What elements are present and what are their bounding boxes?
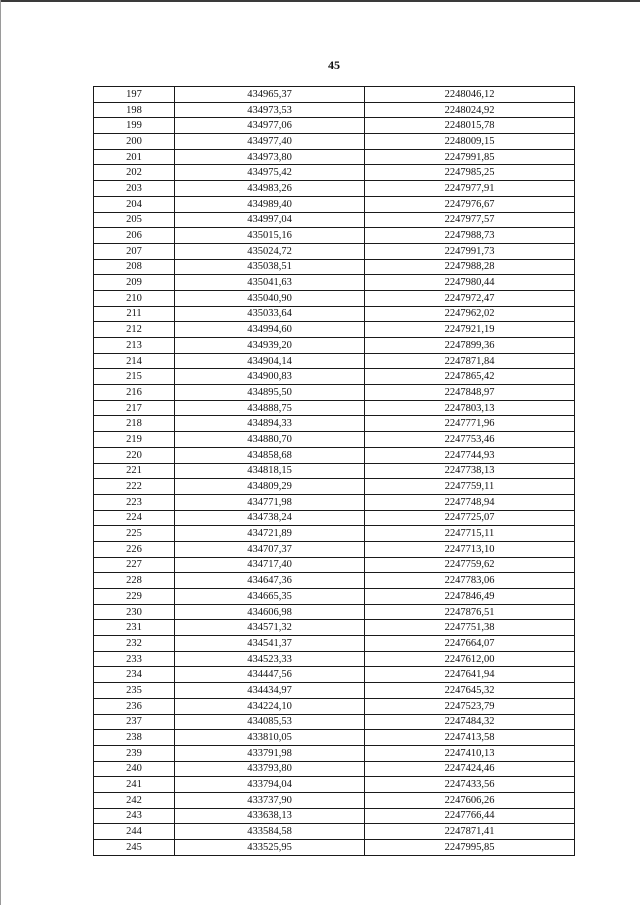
point-number-cell: 234 bbox=[94, 667, 175, 683]
y-coordinate-cell: 2247977,57 bbox=[365, 212, 575, 228]
table-row bbox=[94, 808, 575, 824]
y-coordinate-cell: 2247848,97 bbox=[365, 385, 575, 401]
y-coordinate-cell: 2247771,96 bbox=[365, 416, 575, 432]
table-row bbox=[94, 118, 575, 134]
y-coordinate-cell: 2247803,13 bbox=[365, 400, 575, 416]
y-coordinate-cell: 2247753,46 bbox=[365, 432, 575, 448]
x-coordinate-cell: 435015,16 bbox=[175, 228, 365, 244]
table-row bbox=[94, 541, 575, 557]
x-coordinate-cell: 434965,37 bbox=[175, 87, 365, 103]
table-row bbox=[94, 557, 575, 573]
x-coordinate-cell: 434541,37 bbox=[175, 636, 365, 652]
x-coordinate-cell: 434973,80 bbox=[175, 149, 365, 165]
table-row bbox=[94, 745, 575, 761]
table-row bbox=[94, 604, 575, 620]
point-number-cell: 206 bbox=[94, 228, 175, 244]
y-coordinate-cell: 2247715,11 bbox=[365, 526, 575, 542]
table-row bbox=[94, 651, 575, 667]
table-row bbox=[94, 149, 575, 165]
point-number-cell: 214 bbox=[94, 353, 175, 369]
table-row bbox=[94, 636, 575, 652]
y-coordinate-cell: 2247433,56 bbox=[365, 777, 575, 793]
y-coordinate-cell: 2248009,15 bbox=[365, 134, 575, 150]
x-coordinate-cell: 435024,72 bbox=[175, 243, 365, 259]
point-number-cell: 238 bbox=[94, 730, 175, 746]
x-coordinate-cell: 434904,14 bbox=[175, 353, 365, 369]
y-coordinate-cell: 2247980,44 bbox=[365, 275, 575, 291]
table-row bbox=[94, 259, 575, 275]
point-number-cell: 213 bbox=[94, 338, 175, 354]
point-number-cell: 239 bbox=[94, 745, 175, 761]
y-coordinate-cell: 2247976,67 bbox=[365, 196, 575, 212]
point-number-cell: 220 bbox=[94, 447, 175, 463]
table-row bbox=[94, 369, 575, 385]
point-number-cell: 233 bbox=[94, 651, 175, 667]
table-row bbox=[94, 322, 575, 338]
table-row bbox=[94, 416, 575, 432]
point-number-cell: 241 bbox=[94, 777, 175, 793]
x-coordinate-cell: 434894,33 bbox=[175, 416, 365, 432]
point-number-cell: 221 bbox=[94, 463, 175, 479]
x-coordinate-cell: 435038,51 bbox=[175, 259, 365, 275]
point-number-cell: 229 bbox=[94, 589, 175, 605]
x-coordinate-cell: 433525,95 bbox=[175, 840, 365, 856]
x-coordinate-cell: 434606,98 bbox=[175, 604, 365, 620]
x-coordinate-cell: 435041,63 bbox=[175, 275, 365, 291]
x-coordinate-cell: 434888,75 bbox=[175, 400, 365, 416]
point-number-cell: 202 bbox=[94, 165, 175, 181]
y-coordinate-cell: 2247977,91 bbox=[365, 181, 575, 197]
x-coordinate-cell: 434447,56 bbox=[175, 667, 365, 683]
y-coordinate-cell: 2247972,47 bbox=[365, 290, 575, 306]
x-coordinate-cell: 434977,40 bbox=[175, 134, 365, 150]
x-coordinate-cell: 434895,50 bbox=[175, 385, 365, 401]
y-coordinate-cell: 2247921,19 bbox=[365, 322, 575, 338]
table-row bbox=[94, 275, 575, 291]
point-number-cell: 197 bbox=[94, 87, 175, 103]
table-row bbox=[94, 714, 575, 730]
table-row bbox=[94, 181, 575, 197]
y-coordinate-cell: 2247484,32 bbox=[365, 714, 575, 730]
table-row bbox=[94, 479, 575, 495]
table-row bbox=[94, 494, 575, 510]
table-row bbox=[94, 463, 575, 479]
x-coordinate-cell: 434977,06 bbox=[175, 118, 365, 134]
x-coordinate-cell: 434717,40 bbox=[175, 557, 365, 573]
x-coordinate-cell: 434989,40 bbox=[175, 196, 365, 212]
y-coordinate-cell: 2247766,44 bbox=[365, 808, 575, 824]
x-coordinate-cell: 433791,98 bbox=[175, 745, 365, 761]
x-coordinate-cell: 433638,13 bbox=[175, 808, 365, 824]
table-row bbox=[94, 165, 575, 181]
x-coordinate-cell: 433794,04 bbox=[175, 777, 365, 793]
table-row bbox=[94, 777, 575, 793]
point-number-cell: 216 bbox=[94, 385, 175, 401]
x-coordinate-cell: 433584,58 bbox=[175, 824, 365, 840]
x-coordinate-cell: 434939,20 bbox=[175, 338, 365, 354]
y-coordinate-cell: 2248015,78 bbox=[365, 118, 575, 134]
x-coordinate-cell: 434818,15 bbox=[175, 463, 365, 479]
table-row bbox=[94, 134, 575, 150]
point-number-cell: 225 bbox=[94, 526, 175, 542]
y-coordinate-cell: 2247664,07 bbox=[365, 636, 575, 652]
x-coordinate-cell: 434523,33 bbox=[175, 651, 365, 667]
table-row bbox=[94, 526, 575, 542]
table-row bbox=[94, 432, 575, 448]
point-number-cell: 217 bbox=[94, 400, 175, 416]
x-coordinate-cell: 434997,04 bbox=[175, 212, 365, 228]
y-coordinate-cell: 2247410,13 bbox=[365, 745, 575, 761]
table-row bbox=[94, 698, 575, 714]
y-coordinate-cell: 2247988,73 bbox=[365, 228, 575, 244]
point-number-cell: 198 bbox=[94, 102, 175, 118]
table-row bbox=[94, 447, 575, 463]
point-number-cell: 208 bbox=[94, 259, 175, 275]
y-coordinate-cell: 2247424,46 bbox=[365, 761, 575, 777]
table-row bbox=[94, 353, 575, 369]
point-number-cell: 235 bbox=[94, 683, 175, 699]
table-row bbox=[94, 243, 575, 259]
table-row bbox=[94, 306, 575, 322]
point-number-cell: 203 bbox=[94, 181, 175, 197]
x-coordinate-cell: 434434,97 bbox=[175, 683, 365, 699]
point-number-cell: 231 bbox=[94, 620, 175, 636]
point-number-cell: 215 bbox=[94, 369, 175, 385]
x-coordinate-cell: 435040,90 bbox=[175, 290, 365, 306]
x-coordinate-cell: 434571,32 bbox=[175, 620, 365, 636]
table-row bbox=[94, 792, 575, 808]
x-coordinate-cell: 434809,29 bbox=[175, 479, 365, 495]
table-row bbox=[94, 824, 575, 840]
point-number-cell: 228 bbox=[94, 573, 175, 589]
y-coordinate-cell: 2247606,26 bbox=[365, 792, 575, 808]
y-coordinate-cell: 2248046,12 bbox=[365, 87, 575, 103]
table-row bbox=[94, 761, 575, 777]
x-coordinate-cell: 434973,53 bbox=[175, 102, 365, 118]
point-number-cell: 236 bbox=[94, 698, 175, 714]
y-coordinate-cell: 2247865,42 bbox=[365, 369, 575, 385]
table-row bbox=[94, 338, 575, 354]
point-number-cell: 210 bbox=[94, 290, 175, 306]
table-row bbox=[94, 228, 575, 244]
y-coordinate-cell: 2247748,94 bbox=[365, 494, 575, 510]
point-number-cell: 201 bbox=[94, 149, 175, 165]
page-number: 45 bbox=[328, 58, 340, 72]
table-row bbox=[94, 667, 575, 683]
y-coordinate-cell: 2247962,02 bbox=[365, 306, 575, 322]
point-number-cell: 243 bbox=[94, 808, 175, 824]
table-row bbox=[94, 87, 575, 103]
y-coordinate-cell: 2247876,51 bbox=[365, 604, 575, 620]
y-coordinate-cell: 2247645,32 bbox=[365, 683, 575, 699]
table-row bbox=[94, 290, 575, 306]
x-coordinate-cell: 434721,89 bbox=[175, 526, 365, 542]
y-coordinate-cell: 2247783,06 bbox=[365, 573, 575, 589]
point-number-cell: 240 bbox=[94, 761, 175, 777]
page-left-edge bbox=[0, 0, 1, 905]
coordinates-table-body bbox=[94, 87, 575, 856]
y-coordinate-cell: 2247751,38 bbox=[365, 620, 575, 636]
y-coordinate-cell: 2247413,58 bbox=[365, 730, 575, 746]
x-coordinate-cell: 434224,10 bbox=[175, 698, 365, 714]
x-coordinate-cell: 434707,37 bbox=[175, 541, 365, 557]
y-coordinate-cell: 2247612,00 bbox=[365, 651, 575, 667]
y-coordinate-cell: 2247988,28 bbox=[365, 259, 575, 275]
y-coordinate-cell: 2247744,93 bbox=[365, 447, 575, 463]
point-number-cell: 209 bbox=[94, 275, 175, 291]
x-coordinate-cell: 433793,80 bbox=[175, 761, 365, 777]
point-number-cell: 237 bbox=[94, 714, 175, 730]
point-number-cell: 219 bbox=[94, 432, 175, 448]
y-coordinate-cell: 2248024,92 bbox=[365, 102, 575, 118]
point-number-cell: 242 bbox=[94, 792, 175, 808]
x-coordinate-cell: 434900,83 bbox=[175, 369, 365, 385]
y-coordinate-cell: 2247991,85 bbox=[365, 149, 575, 165]
x-coordinate-cell: 434975,42 bbox=[175, 165, 365, 181]
page-top-edge bbox=[0, 0, 640, 2]
x-coordinate-cell: 434880,70 bbox=[175, 432, 365, 448]
x-coordinate-cell: 434647,36 bbox=[175, 573, 365, 589]
point-number-cell: 227 bbox=[94, 557, 175, 573]
point-number-cell: 205 bbox=[94, 212, 175, 228]
y-coordinate-cell: 2247871,84 bbox=[365, 353, 575, 369]
y-coordinate-cell: 2247523,79 bbox=[365, 698, 575, 714]
point-number-cell: 204 bbox=[94, 196, 175, 212]
point-number-cell: 207 bbox=[94, 243, 175, 259]
x-coordinate-cell: 434665,35 bbox=[175, 589, 365, 605]
y-coordinate-cell: 2247985,25 bbox=[365, 165, 575, 181]
x-coordinate-cell: 434085,53 bbox=[175, 714, 365, 730]
y-coordinate-cell: 2247641,94 bbox=[365, 667, 575, 683]
x-coordinate-cell: 434771,98 bbox=[175, 494, 365, 510]
y-coordinate-cell: 2247738,13 bbox=[365, 463, 575, 479]
table-row bbox=[94, 385, 575, 401]
point-number-cell: 211 bbox=[94, 306, 175, 322]
table-row bbox=[94, 196, 575, 212]
point-number-cell: 212 bbox=[94, 322, 175, 338]
table-row bbox=[94, 510, 575, 526]
y-coordinate-cell: 2247995,85 bbox=[365, 840, 575, 856]
y-coordinate-cell: 2247713,10 bbox=[365, 541, 575, 557]
point-number-cell: 245 bbox=[94, 840, 175, 856]
x-coordinate-cell: 435033,64 bbox=[175, 306, 365, 322]
y-coordinate-cell: 2247899,36 bbox=[365, 338, 575, 354]
y-coordinate-cell: 2247991,73 bbox=[365, 243, 575, 259]
point-number-cell: 244 bbox=[94, 824, 175, 840]
y-coordinate-cell: 2247846,49 bbox=[365, 589, 575, 605]
table-row bbox=[94, 620, 575, 636]
table-row bbox=[94, 212, 575, 228]
point-number-cell: 226 bbox=[94, 541, 175, 557]
point-number-cell: 222 bbox=[94, 479, 175, 495]
point-number-cell: 223 bbox=[94, 494, 175, 510]
x-coordinate-cell: 434738,24 bbox=[175, 510, 365, 526]
point-number-cell: 199 bbox=[94, 118, 175, 134]
y-coordinate-cell: 2247759,62 bbox=[365, 557, 575, 573]
x-coordinate-cell: 434983,26 bbox=[175, 181, 365, 197]
table-row bbox=[94, 102, 575, 118]
y-coordinate-cell: 2247759,11 bbox=[365, 479, 575, 495]
point-number-cell: 218 bbox=[94, 416, 175, 432]
point-number-cell: 224 bbox=[94, 510, 175, 526]
point-number-cell: 232 bbox=[94, 636, 175, 652]
coordinates-table bbox=[93, 86, 575, 856]
x-coordinate-cell: 434858,68 bbox=[175, 447, 365, 463]
y-coordinate-cell: 2247725,07 bbox=[365, 510, 575, 526]
table-row bbox=[94, 683, 575, 699]
x-coordinate-cell: 434994,60 bbox=[175, 322, 365, 338]
table-row bbox=[94, 730, 575, 746]
table-row bbox=[94, 589, 575, 605]
table-row bbox=[94, 400, 575, 416]
point-number-cell: 200 bbox=[94, 134, 175, 150]
table-row bbox=[94, 573, 575, 589]
x-coordinate-cell: 433737,90 bbox=[175, 792, 365, 808]
point-number-cell: 230 bbox=[94, 604, 175, 620]
x-coordinate-cell: 433810,05 bbox=[175, 730, 365, 746]
y-coordinate-cell: 2247871,41 bbox=[365, 824, 575, 840]
table-row bbox=[94, 840, 575, 856]
